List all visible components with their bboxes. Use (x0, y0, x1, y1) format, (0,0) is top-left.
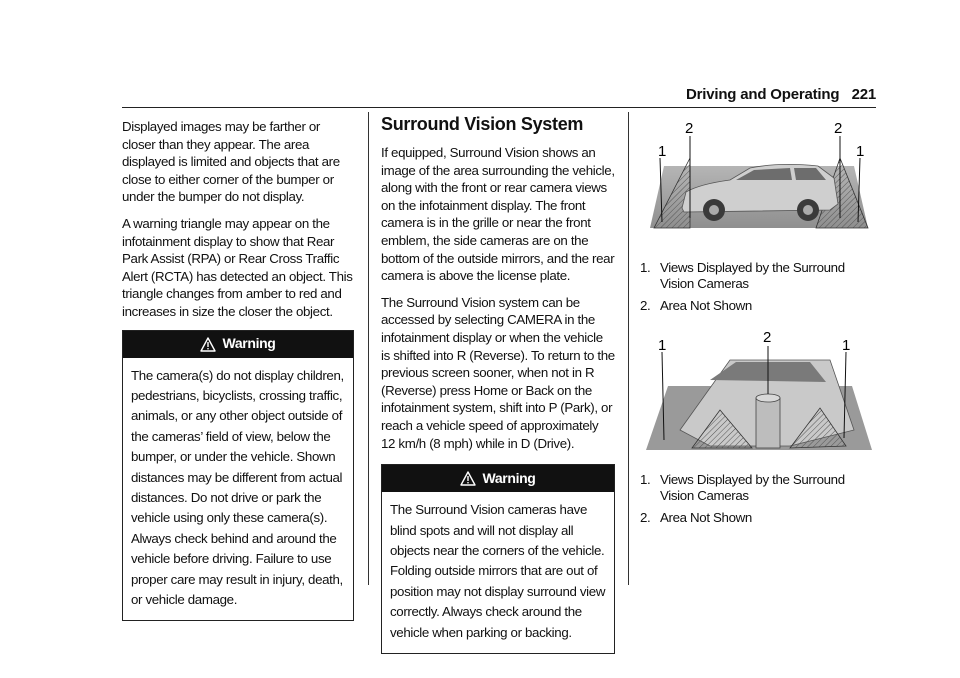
warning-text: The camera(s) do not display children, pedestrians, bicyclists, crossing traffic, animals, or any other object outside of the cameras’ field of view, below the bumper, or under the vehicle. Shown distances may be different from actual distances. Do not drive or park the vehicle using only these camera(s). Always check behind and around the vehicle before driving. Failure to use proper care may result in injury, death, or vehicle damage. (131, 367, 344, 607)
column-1 (122, 118, 354, 621)
top-view-figure (640, 320, 878, 460)
caption-item: 2. Area Not Shown (640, 298, 752, 313)
rear-wheel-hub (803, 205, 813, 215)
page-number: 221 (851, 86, 876, 103)
surround-vision-access: The Surround Vision system can be accessed by selecting CAMERA in the infotainment display or when the vehicle is shifted into R (Reverse). To return to the previous screen sooner, when not in R (Reverse) press Home or Back on the infotainment system, shift into P (Park), or reach a vehicle speed of approximately 12 km/h (8 mph) while in D (Drive). (381, 294, 615, 451)
camera-warning-box (122, 330, 354, 622)
warning-triangle-icon (460, 471, 476, 486)
warning-title: Warning (222, 335, 276, 352)
warning-text: The Surround Vision cameras have blind spots and will not display all objects near the corners of the vehicle. Folding outside mirrors that are out of position may not display surround view correctly. Always check around the vehicle when parking or backing. (390, 502, 606, 640)
blind-spot-cylinder (756, 398, 780, 448)
callout-2: 2 (685, 120, 693, 137)
column-3 (640, 118, 878, 532)
callout-1: 1 (658, 143, 666, 160)
warning-triangle-paragraph: A warning triangle may appear on the infotainment display to show that Rear Park Assist (RPA) or Rear Cross Traffic Alert (RCTA) has detected an object. This triangle changes from amber to red and increases in size the closer the object. (122, 215, 353, 319)
header-rule (122, 107, 876, 108)
column-divider-1 (368, 112, 369, 585)
callout-1: 1 (658, 337, 666, 354)
front-wheel-hub (709, 205, 719, 215)
section-title: Surround Vision System (381, 114, 584, 134)
caption-item: 1. Views Displayed by the Surround Vision Cameras (640, 472, 845, 503)
surround-vision-intro: If equipped, Surround Vision shows an image of the area surrounding the vehicle, along with the front or rear camera views on the infotainment display. The front camera is in the grille or near the front emblem, the side cameras are on the bottom of the outside mirrors, and the rear camera is above the license plate. (381, 145, 615, 284)
camera-limits-paragraph: Displayed images may be farther or closer than they appear. The area displayed is limited and objects that are close to either corner of the bumper or under the bumper do not display. (122, 119, 340, 205)
figure1-captions (640, 260, 878, 314)
running-header (686, 86, 876, 103)
warning-header (382, 465, 614, 492)
header-section-title: Driving and Operating (686, 86, 840, 103)
caption-item: 2. Area Not Shown (640, 510, 752, 525)
side-view-figure (640, 118, 878, 248)
column-2 (381, 114, 615, 654)
warning-triangle-icon (200, 337, 216, 352)
warning-header (123, 331, 353, 358)
callout-1: 1 (856, 143, 864, 160)
column-divider-2 (628, 112, 629, 585)
callout-1: 1 (842, 337, 850, 354)
caption-item: 1. Views Displayed by the Surround Vision Cameras (640, 260, 845, 291)
callout-2: 2 (763, 329, 771, 346)
callout-2: 2 (834, 120, 842, 137)
warning-title: Warning (482, 469, 536, 486)
figure2-captions (640, 472, 878, 526)
surround-warning-box (381, 464, 615, 654)
blind-spot-cylinder-top (756, 394, 780, 402)
